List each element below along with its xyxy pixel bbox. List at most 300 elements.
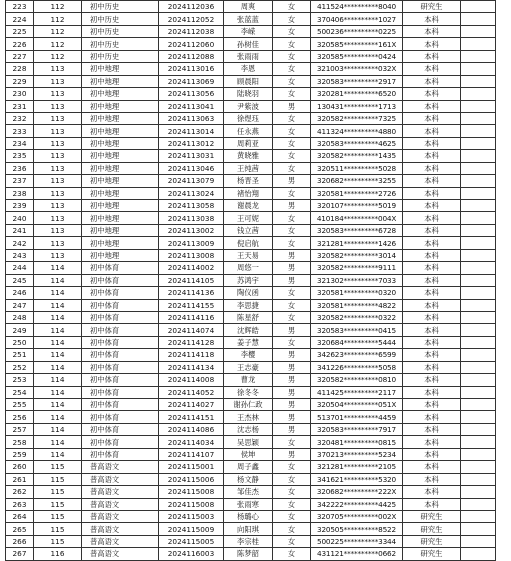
candidate-id-cell: 2024114151 [159,411,224,423]
table-row [6,299,496,311]
table-row [6,262,496,274]
subject-cell: 初中体育 [82,349,159,361]
seq-cell: 230 [6,88,34,100]
seq-cell: 233 [6,125,34,137]
gender-cell: 女 [273,13,311,25]
table-row [6,1,496,13]
education-cell: 本科 [403,262,461,274]
id-card-cell: 320582**********9111 [311,262,403,274]
gender-cell: 女 [273,25,311,37]
blank-cell [461,299,496,311]
exam-room-cell: 113 [34,63,82,75]
name-cell: 沈辉皓 [224,324,273,336]
name-cell: 陶仪函 [224,287,273,299]
gender-cell: 女 [273,548,311,560]
exam-room-cell: 114 [34,411,82,423]
gender-cell: 女 [273,473,311,485]
id-card-cell: 341226**********5058 [311,361,403,373]
table-row [6,336,496,348]
candidate-id-cell: 2024114027 [159,399,224,411]
gender-cell: 女 [273,311,311,323]
candidate-id-cell: 2024114008 [159,374,224,386]
exam-room-cell: 113 [34,150,82,162]
name-cell: 杨文静 [224,473,273,485]
table-row [6,535,496,547]
table-row [6,361,496,373]
table-row [6,88,496,100]
education-cell: 本科 [403,386,461,398]
table-row [6,224,496,236]
seq-cell: 260 [6,461,34,473]
education-cell: 研究生 [403,548,461,560]
name-cell: 周悠一 [224,262,273,274]
table-row [6,50,496,62]
subject-cell: 初中历史 [82,1,159,13]
blank-cell [461,125,496,137]
table-row [6,386,496,398]
subject-cell: 普高语文 [82,498,159,510]
blank-cell [461,200,496,212]
seq-cell: 253 [6,374,34,386]
name-cell: 周爽 [224,1,273,13]
subject-cell: 初中体育 [82,336,159,348]
education-cell: 本科 [403,349,461,361]
education-cell: 本科 [403,436,461,448]
subject-cell: 普高语文 [82,486,159,498]
seq-cell: 223 [6,1,34,13]
exam-room-cell: 115 [34,486,82,498]
education-cell: 本科 [403,473,461,485]
id-card-cell: 320684**********5444 [311,336,403,348]
id-card-cell: 320581**********2726 [311,187,403,199]
table-row [6,349,496,361]
seq-cell: 228 [6,63,34,75]
table-row [6,13,496,25]
blank-cell [461,436,496,448]
id-card-cell: 513701**********4459 [311,411,403,423]
id-card-cell: 320582**********3014 [311,249,403,261]
candidate-id-cell: 2024115001 [159,461,224,473]
gender-cell: 男 [273,411,311,423]
exam-room-cell: 113 [34,224,82,236]
blank-cell [461,324,496,336]
seq-cell: 265 [6,523,34,535]
subject-cell: 初中地理 [82,200,159,212]
seq-cell: 249 [6,324,34,336]
name-cell: 沈志杨 [224,423,273,435]
gender-cell: 男 [273,324,311,336]
exam-room-cell: 112 [34,1,82,13]
table-row [6,112,496,124]
gender-cell: 女 [273,125,311,137]
name-cell: 谢孙仁政 [224,399,273,411]
candidate-id-cell: 2024113016 [159,63,224,75]
name-cell: 吴思颖 [224,436,273,448]
education-cell: 本科 [403,399,461,411]
name-cell: 李嵘 [224,25,273,37]
candidate-id-cell: 2024114034 [159,436,224,448]
id-card-cell: 370406**********1027 [311,13,403,25]
education-cell: 本科 [403,423,461,435]
table-row [6,212,496,224]
gender-cell: 女 [273,63,311,75]
education-cell: 本科 [403,336,461,348]
table-row [6,162,496,174]
candidate-id-cell: 2024113031 [159,150,224,162]
education-cell: 研究生 [403,523,461,535]
candidate-id-cell: 2024114002 [159,262,224,274]
id-card-cell: 320583**********4625 [311,137,403,149]
id-card-cell: 320583**********0415 [311,324,403,336]
roster-sheet [5,0,495,561]
blank-cell [461,349,496,361]
candidate-id-cell: 2024115006 [159,473,224,485]
subject-cell: 初中地理 [82,100,159,112]
blank-cell [461,1,496,13]
seq-cell: 262 [6,486,34,498]
table-row [6,399,496,411]
name-cell: 周莉亚 [224,137,273,149]
name-cell: 王纯茜 [224,162,273,174]
name-cell: 张雨寒 [224,498,273,510]
id-card-cell: 320682**********3255 [311,175,403,187]
name-cell: 向阳琪 [224,523,273,535]
gender-cell: 女 [273,436,311,448]
exam-room-cell: 115 [34,523,82,535]
table-row [6,75,496,87]
blank-cell [461,274,496,286]
candidate-id-cell: 2024114134 [159,361,224,373]
gender-cell: 男 [273,399,311,411]
candidate-id-cell: 2024114105 [159,274,224,286]
exam-room-cell: 113 [34,237,82,249]
candidate-id-cell: 2024113058 [159,200,224,212]
name-cell: 褚怡翔 [224,187,273,199]
blank-cell [461,423,496,435]
blank-cell [461,336,496,348]
subject-cell: 普高语文 [82,510,159,522]
candidate-id-cell: 2024113024 [159,187,224,199]
name-cell: 陆晓羽 [224,88,273,100]
table-row [6,137,496,149]
gender-cell: 男 [273,200,311,212]
id-card-cell: 342623**********6599 [311,349,403,361]
education-cell: 本科 [403,224,461,236]
subject-cell: 初中体育 [82,374,159,386]
gender-cell: 女 [273,486,311,498]
name-cell: 倪启航 [224,237,273,249]
seq-cell: 267 [6,548,34,560]
id-card-cell: 130431**********1713 [311,100,403,112]
candidate-id-cell: 2024113046 [159,162,224,174]
table-row [6,523,496,535]
gender-cell: 男 [273,249,311,261]
gender-cell: 女 [273,498,311,510]
table-row [6,100,496,112]
blank-cell [461,88,496,100]
table-row [6,436,496,448]
gender-cell: 女 [273,38,311,50]
education-cell: 本科 [403,361,461,373]
id-card-cell: 320281**********6520 [311,88,403,100]
candidate-id-cell: 2024114116 [159,311,224,323]
subject-cell: 初中体育 [82,287,159,299]
exam-room-cell: 113 [34,100,82,112]
gender-cell: 男 [273,361,311,373]
subject-cell: 初中历史 [82,50,159,62]
table-row [6,175,496,187]
candidate-id-cell: 2024113002 [159,224,224,236]
seq-cell: 239 [6,200,34,212]
seq-cell: 250 [6,336,34,348]
gender-cell: 女 [273,150,311,162]
id-card-cell: 320583**********2917 [311,75,403,87]
name-cell: 尹紫波 [224,100,273,112]
id-card-cell: 320582**********0322 [311,311,403,323]
blank-cell [461,212,496,224]
candidate-id-cell: 2024112036 [159,1,224,13]
gender-cell: 女 [273,510,311,522]
gender-cell: 男 [273,100,311,112]
exam-room-cell: 113 [34,200,82,212]
blank-cell [461,548,496,560]
id-card-cell: 320504**********051X [311,399,403,411]
id-card-cell: 321281**********2105 [311,461,403,473]
gender-cell: 男 [273,374,311,386]
seq-cell: 243 [6,249,34,261]
blank-cell [461,361,496,373]
gender-cell: 男 [273,423,311,435]
education-cell: 本科 [403,299,461,311]
table-row [6,237,496,249]
gender-cell: 男 [273,262,311,274]
candidate-id-cell: 2024114052 [159,386,224,398]
id-card-cell: 320107**********5019 [311,200,403,212]
blank-cell [461,473,496,485]
name-cell: 谢晨龙 [224,200,273,212]
id-card-cell: 320705**********002X [311,510,403,522]
gender-cell: 男 [273,349,311,361]
education-cell: 本科 [403,274,461,286]
candidate-id-cell: 2024116003 [159,548,224,560]
education-cell: 本科 [403,448,461,460]
education-cell: 本科 [403,237,461,249]
subject-cell: 初中地理 [82,112,159,124]
seq-cell: 242 [6,237,34,249]
education-cell: 本科 [403,311,461,323]
subject-cell: 普高语文 [82,548,159,560]
exam-room-cell: 113 [34,125,82,137]
name-cell: 杨璐心 [224,510,273,522]
subject-cell: 初中体育 [82,399,159,411]
id-card-cell: 320481**********0815 [311,436,403,448]
gender-cell: 女 [273,50,311,62]
subject-cell: 初中地理 [82,212,159,224]
candidate-id-cell: 2024115005 [159,535,224,547]
name-cell: 侯坤 [224,448,273,460]
blank-cell [461,175,496,187]
seq-cell: 235 [6,150,34,162]
gender-cell: 女 [273,523,311,535]
education-cell: 本科 [403,461,461,473]
id-card-cell: 321003**********032X [311,63,403,75]
blank-cell [461,486,496,498]
name-cell: 李思捷 [224,299,273,311]
exam-room-cell: 115 [34,510,82,522]
blank-cell [461,50,496,62]
blank-cell [461,63,496,75]
exam-room-cell: 114 [34,287,82,299]
subject-cell: 初中历史 [82,38,159,50]
education-cell: 研究生 [403,535,461,547]
candidate-id-cell: 2024112038 [159,25,224,37]
blank-cell [461,112,496,124]
blank-cell [461,411,496,423]
candidate-id-cell: 2024112052 [159,13,224,25]
name-cell: 苏鸿宇 [224,274,273,286]
education-cell: 本科 [403,50,461,62]
seq-cell: 254 [6,386,34,398]
name-cell: 徐煜珏 [224,112,273,124]
seq-cell: 225 [6,25,34,37]
id-card-cell: 321302**********7033 [311,274,403,286]
name-cell: 邹佳杰 [224,486,273,498]
education-cell: 本科 [403,13,461,25]
subject-cell: 初中地理 [82,224,159,236]
name-cell: 李宗桂 [224,535,273,547]
subject-cell: 初中体育 [82,311,159,323]
gender-cell: 女 [273,112,311,124]
id-card-cell: 320682**********222X [311,486,403,498]
id-card-cell: 320581**********0320 [311,287,403,299]
table-row [6,187,496,199]
blank-cell [461,498,496,510]
name-cell: 陈梦韶 [224,548,273,560]
gender-cell: 女 [273,224,311,236]
gender-cell: 男 [273,448,311,460]
blank-cell [461,386,496,398]
subject-cell: 初中地理 [82,125,159,137]
gender-cell: 女 [273,187,311,199]
subject-cell: 初中地理 [82,63,159,75]
blank-cell [461,448,496,460]
seq-cell: 241 [6,224,34,236]
id-card-cell: 320585**********0424 [311,50,403,62]
blank-cell [461,374,496,386]
id-card-cell: 320583**********6728 [311,224,403,236]
blank-cell [461,25,496,37]
name-cell: 王志豪 [224,361,273,373]
name-cell: 张蓝蓝 [224,13,273,25]
candidate-id-cell: 2024113012 [159,137,224,149]
id-card-cell: 320582**********1435 [311,150,403,162]
table-row [6,411,496,423]
table-row [6,150,496,162]
table-row [6,287,496,299]
seq-cell: 259 [6,448,34,460]
candidate-id-cell: 2024115008 [159,486,224,498]
exam-room-cell: 114 [34,448,82,460]
seq-cell: 232 [6,112,34,124]
name-cell: 顾晨阳 [224,75,273,87]
id-card-cell: 320511**********5028 [311,162,403,174]
blank-cell [461,399,496,411]
table-row [6,510,496,522]
exam-room-cell: 114 [34,262,82,274]
candidate-id-cell: 2024115009 [159,523,224,535]
seq-cell: 257 [6,423,34,435]
table-row [6,374,496,386]
blank-cell [461,75,496,87]
seq-cell: 237 [6,175,34,187]
seq-cell: 256 [6,411,34,423]
blank-cell [461,510,496,522]
seq-cell: 229 [6,75,34,87]
exam-room-cell: 114 [34,374,82,386]
seq-cell: 266 [6,535,34,547]
subject-cell: 初中地理 [82,237,159,249]
subject-cell: 初中体育 [82,262,159,274]
roster-table [5,0,496,561]
seq-cell: 264 [6,510,34,522]
subject-cell: 初中体育 [82,423,159,435]
id-card-cell: 411324**********4880 [311,125,403,137]
education-cell: 本科 [403,175,461,187]
id-card-cell: 320582**********0810 [311,374,403,386]
blank-cell [461,137,496,149]
seq-cell: 245 [6,274,34,286]
seq-cell: 251 [6,349,34,361]
education-cell: 本科 [403,498,461,510]
gender-cell: 女 [273,212,311,224]
gender-cell: 女 [273,1,311,13]
candidate-id-cell: 2024113038 [159,212,224,224]
id-card-cell: 431121**********0662 [311,548,403,560]
education-cell: 本科 [403,63,461,75]
candidate-id-cell: 2024114086 [159,423,224,435]
candidate-id-cell: 2024113008 [159,249,224,261]
exam-room-cell: 115 [34,535,82,547]
table-row [6,311,496,323]
education-cell: 本科 [403,137,461,149]
table-row [6,249,496,261]
name-cell: 李恩 [224,63,273,75]
candidate-id-cell: 2024113041 [159,100,224,112]
gender-cell: 女 [273,88,311,100]
id-card-cell: 341621**********5320 [311,473,403,485]
education-cell: 本科 [403,38,461,50]
exam-room-cell: 112 [34,50,82,62]
exam-room-cell: 113 [34,88,82,100]
id-card-cell: 500225**********3344 [311,535,403,547]
gender-cell: 女 [273,237,311,249]
subject-cell: 普高语文 [82,461,159,473]
table-row [6,63,496,75]
education-cell: 本科 [403,162,461,174]
exam-room-cell: 113 [34,137,82,149]
subject-cell: 初中地理 [82,187,159,199]
education-cell: 本科 [403,100,461,112]
table-row [6,200,496,212]
candidate-id-cell: 2024115003 [159,510,224,522]
seq-cell: 231 [6,100,34,112]
id-card-cell: 370213**********5234 [311,448,403,460]
subject-cell: 普高语文 [82,523,159,535]
subject-cell: 初中地理 [82,175,159,187]
gender-cell: 男 [273,386,311,398]
subject-cell: 初中体育 [82,411,159,423]
id-card-cell: 320583**********7917 [311,423,403,435]
